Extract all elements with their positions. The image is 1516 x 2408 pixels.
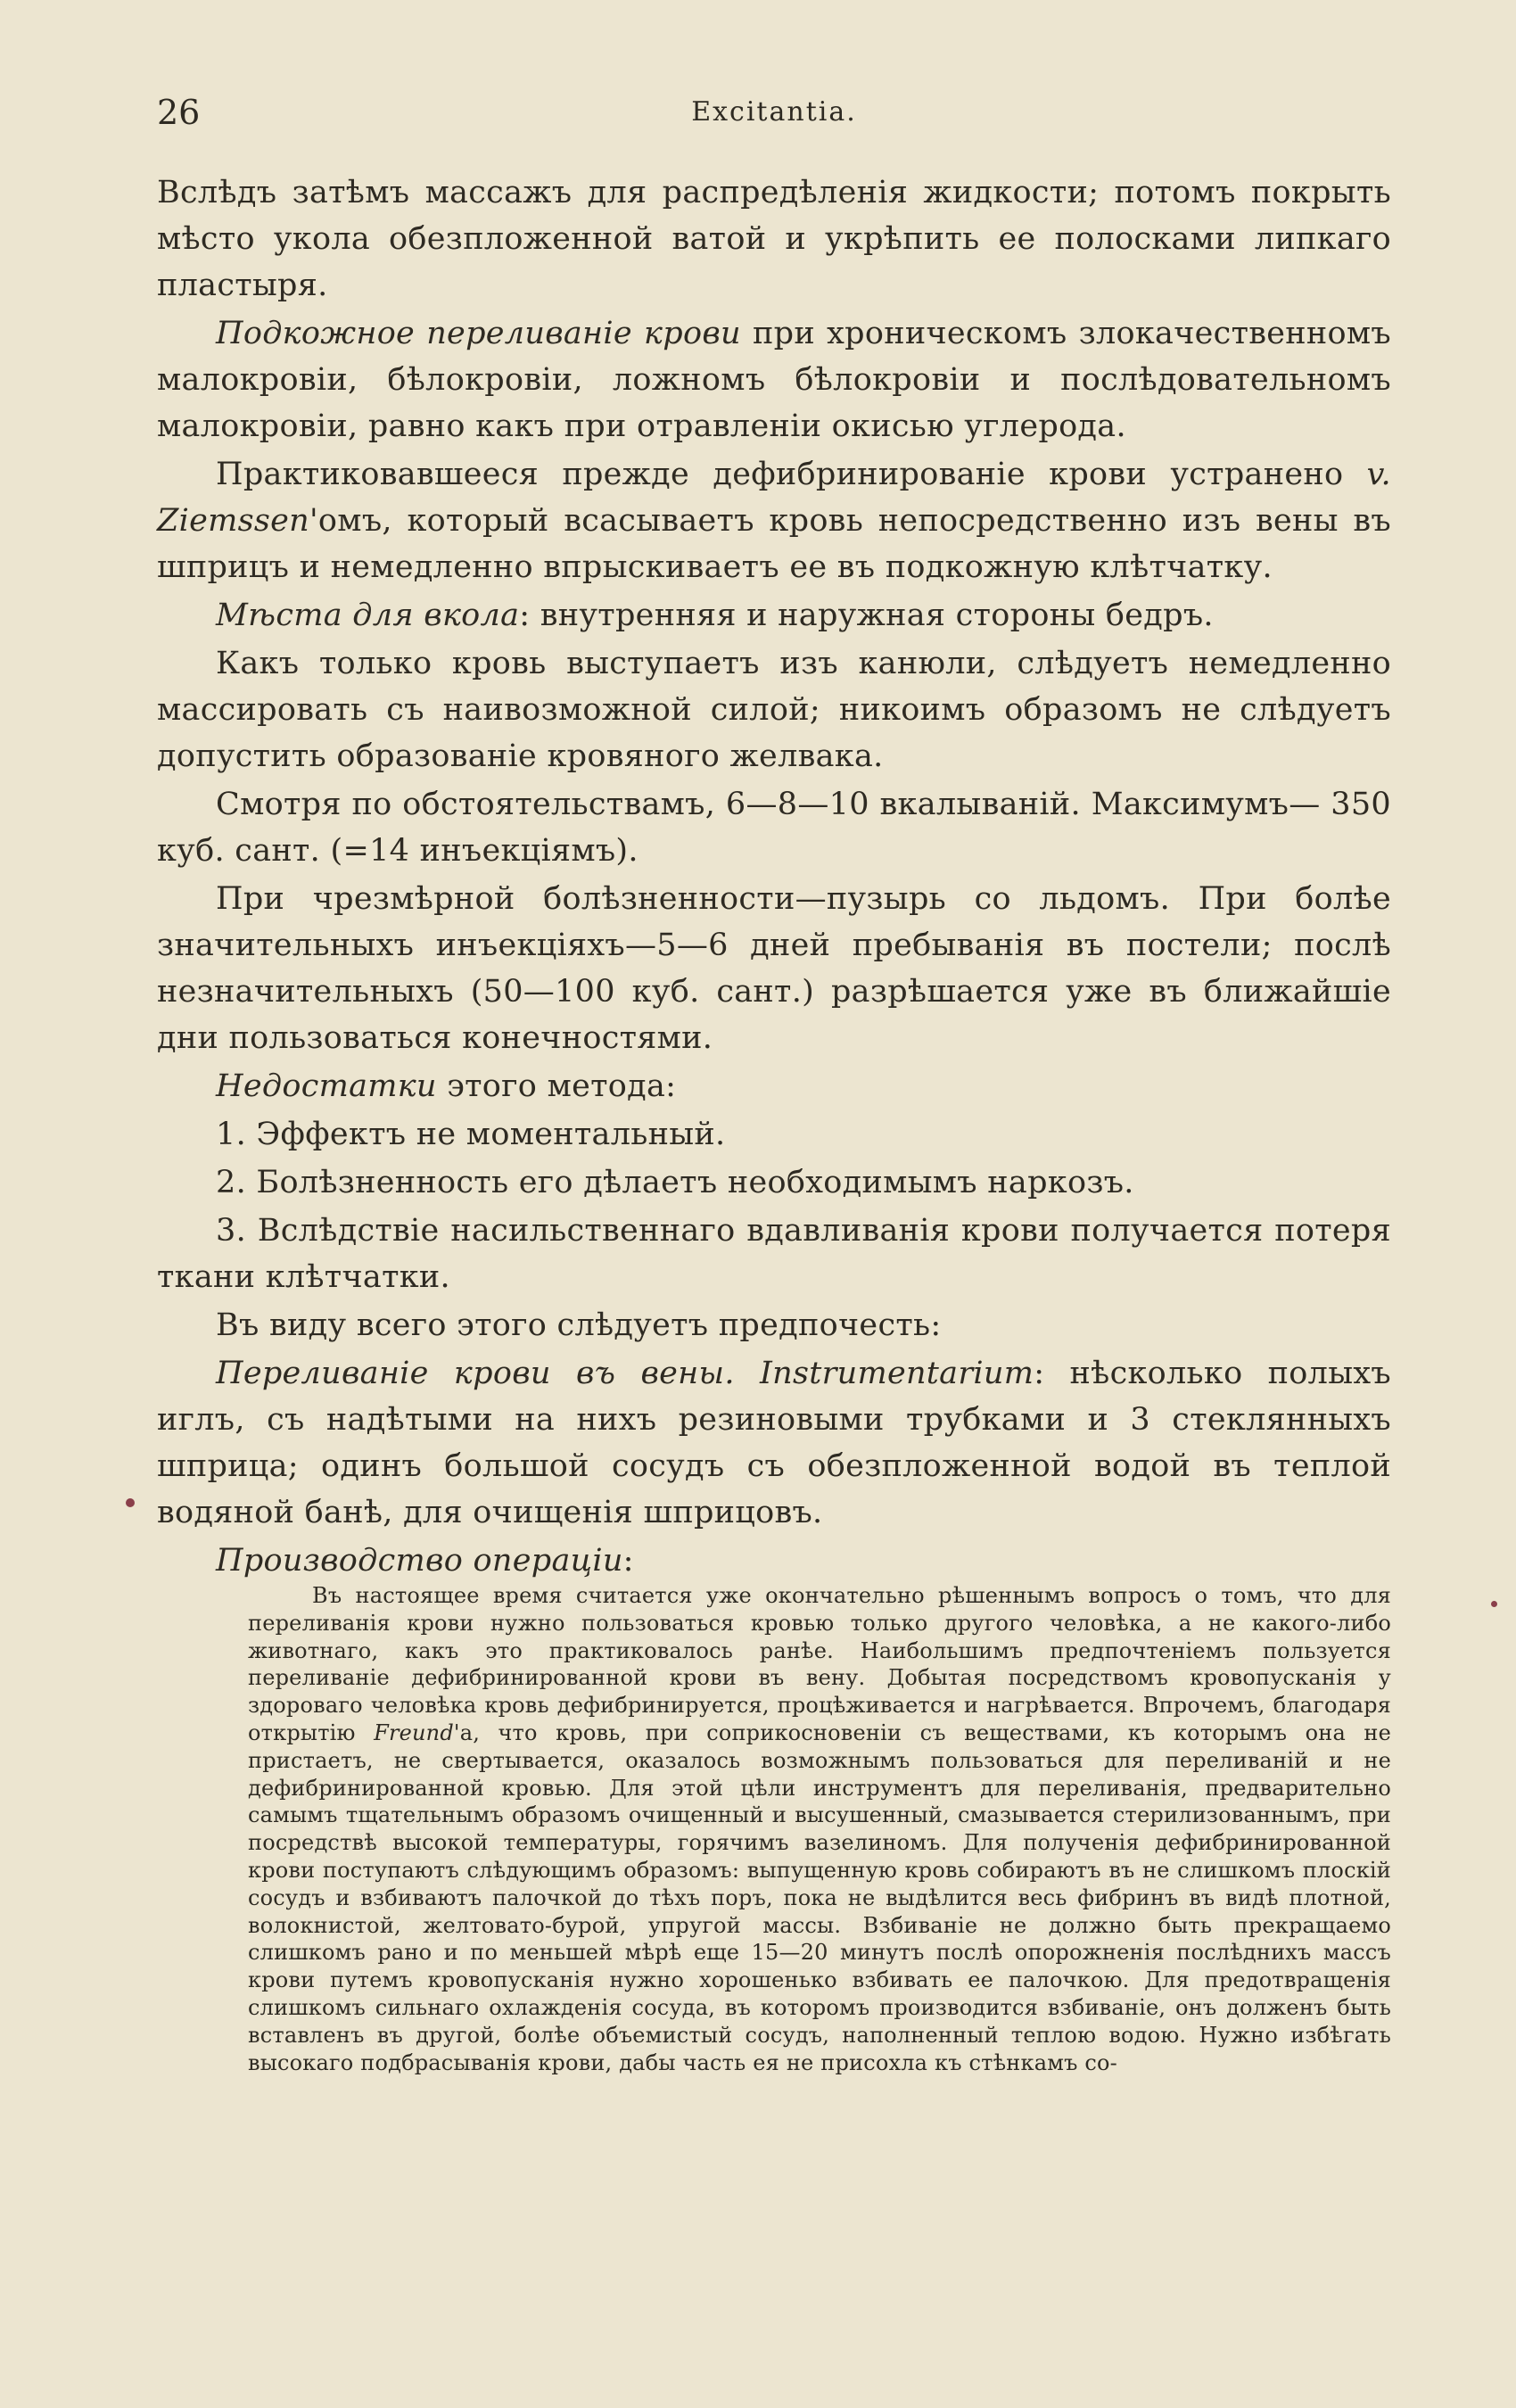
list-item-3: 3. Вслѣдствіе насильственнаго вдавливанія крови получается потеря ткани клѣтчатки.	[157, 1213, 1391, 1295]
list-item-1: 1. Эффектъ не моментальный.	[216, 1117, 726, 1152]
small-text: 'а, что кровь, при соприкосновеніи съ веществами, къ которымъ она не пристаетъ, не свертывается, оказалось возможнымъ пользоваться для переливаній и не дефибринированной кровью. Для этой цѣли инструментъ для переливанія, предварительно самымъ тщательнымъ образомъ очищенный и высушенный, смазывается стерилизованнымъ, при посредствѣ высокой температуры, горячимъ вазелиномъ. Для полученія дефибринированной крови поступаютъ слѣдующимъ образомъ: выпущенную кровь собираютъ въ не слишкомъ плоскій сосудъ и взбиваютъ палочкой до тѣхъ поръ, пока не выдѣлится весь фибринъ въ видѣ плотной, волокнистой, желтовато-бурой, упругой массы. Взбиваніе не должно быть прекращаемо слишкомъ рано и по меньшей мѣрѣ еще 15—20 минутъ послѣ опорожненія послѣднихъ массъ крови путемъ кровопусканія нужно хорошенько взбивать ее палочкою. Для предотвращенія слишкомъ сильнаго охлажденія сосуда, въ которомъ производится взбиваніе, онъ долженъ быть вставленъ въ другой, болѣе объемистый сосудъ, наполненный теплою водою. Нужно избѣгать высокаго подбрасыванія крови, дабы часть ея не присохла къ стѣнкамъ со-	[248, 1719, 1392, 2075]
page-number: 26	[157, 93, 201, 132]
paragraph-text: этого метода:	[436, 1068, 677, 1104]
italic-term: Переливаніе крови въ вены.	[216, 1356, 735, 1391]
paragraph-massage: Вслѣдъ затѣмъ массажъ для распредѣленія жидкости; потомъ покрыть мѣсто укола обезпложенной ватой и укрѣпить ее полосками липкаго пластыря.	[157, 175, 1391, 303]
italic-term: Мѣста для вкола	[216, 598, 520, 633]
paragraph-text: : внутренняя и наружная стороны бедръ.	[519, 598, 1214, 633]
paragraph-preference: Въ виду всего этого слѣдуетъ предпочесть:	[216, 1307, 942, 1343]
page-header	[157, 93, 1391, 137]
list-item-2: 2. Болѣзненность его дѣлаетъ необходимымъ наркозъ.	[216, 1165, 1134, 1200]
small-print-note	[248, 1582, 1391, 2076]
running-title: Excitantia.	[691, 96, 857, 128]
paragraph-text: 'омъ, который всасываетъ кровь непосредственно изъ вены въ шприцъ и немедленно впрыскиваетъ ее въ подкожную клѣтчатку.	[157, 503, 1391, 585]
paragraph-text: : нѣсколько полыхъ иглъ, съ надѣтыми на нихъ резиновыми трубками и 3 стеклянныхъ шприца; одинъ большой сосудъ съ обезпложенной водой въ теплой водяной банѣ, для очищенія шприцовъ.	[157, 1356, 1391, 1530]
paragraph-text: :	[622, 1543, 634, 1579]
main-text	[157, 169, 1391, 1586]
paragraph-text: при хроническомъ злокачественномъ малокровіи, бѣлокровіи, ложномъ бѣлокровіи и послѣдовательномъ малокровіи, равно какъ при отравленіи окисью углерода.	[157, 316, 1391, 444]
italic-name: Freund	[374, 1719, 454, 1745]
paragraph-intravenous	[157, 1350, 1391, 1536]
paragraph-injection-sites	[157, 592, 1391, 639]
italic-term: Instrumentarium	[760, 1356, 1034, 1391]
paragraph-pain: При чрезмѣрной болѣзненности—пузырь со льдомъ. При болѣе значительныхъ инъекціяхъ—5—6 дней пребыванія въ постели; послѣ незначительныхъ (50—100 куб. сант.) разрѣшается уже въ ближайшіе дни пользоваться конечностями.	[157, 881, 1391, 1056]
paragraph-drawbacks	[157, 1063, 1391, 1109]
italic-term: Производство операціи	[216, 1543, 623, 1579]
paragraph-ziemssen	[157, 451, 1391, 590]
italic-term: Подкожное переливаніе крови	[216, 316, 741, 351]
paragraph-procedure	[157, 1538, 1391, 1584]
paragraph-text: Практиковавшееся прежде дефибринированіе крови устранено	[216, 457, 1367, 492]
italic-name: v. Ziemssen	[157, 457, 1391, 539]
ink-spot	[1491, 1601, 1497, 1607]
small-text: Въ настоящее время считается уже окончательно рѣшеннымъ вопросъ о томъ, что для переливанія крови нужно пользоваться кровью только другого человѣка, а не какого-либо животнаго, какъ это практиковалось ранѣе. Наибольшимъ предпочтеніемъ пользуется переливаніе дефибринированной крови въ вену. Добытая посредствомъ кровопусканія у здороваго человѣка кровь дефибринируется, процѣживается и нагрѣвается. Впрочемъ, благодаря открытію	[248, 1583, 1391, 1745]
ink-spot	[126, 1498, 135, 1507]
paragraph-dosage: Смотря по обстоятельствамъ, 6—8—10 вкалываній. Максимумъ— 350 куб. сант. (=14 инъекціямъ).	[157, 787, 1391, 869]
italic-term: Недостатки	[216, 1068, 437, 1104]
paragraph-subcutaneous-transfusion	[157, 310, 1391, 449]
paragraph-cannula: Какъ только кровь выступаетъ изъ канюли, слѣдуетъ немедленно массировать съ наивозможной силой; никоимъ образомъ не слѣдуетъ допустить образованіе кровяного желвака.	[157, 646, 1391, 774]
